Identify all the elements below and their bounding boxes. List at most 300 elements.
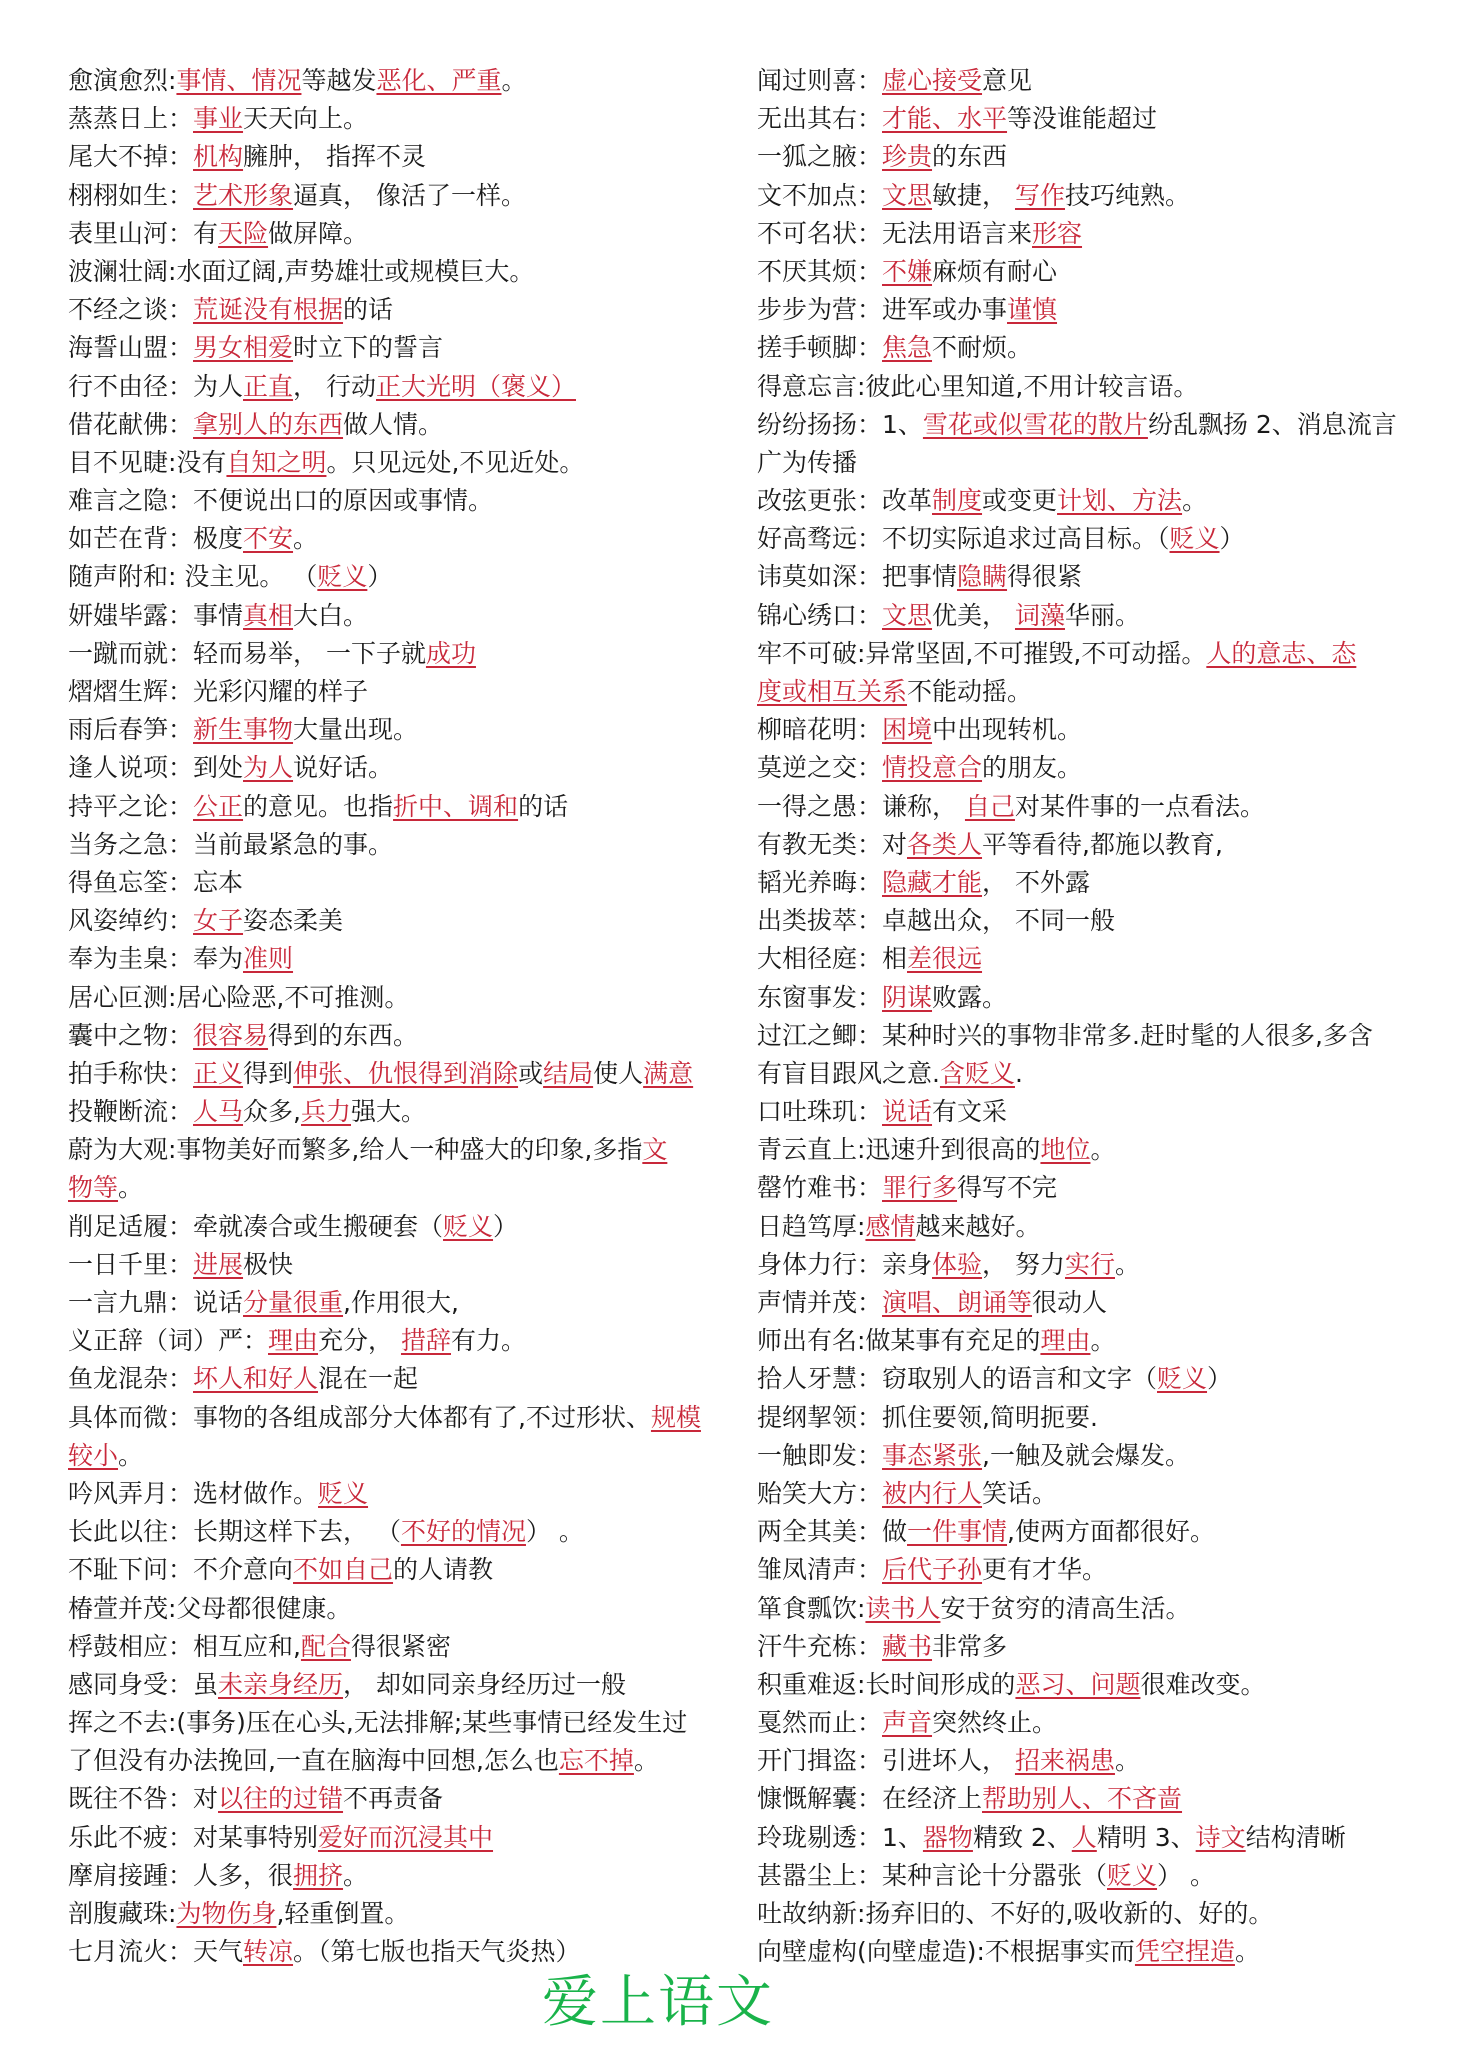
line-text: 两全其美：做	[757, 1517, 908, 1547]
highlighted-keyword: 正义	[193, 1058, 244, 1088]
highlighted-keyword: 准则	[243, 944, 294, 974]
line-text: 优美，	[932, 600, 1015, 630]
idiom-line	[757, 1169, 1407, 1207]
line-text: 削足适履：牵就凑合或生搬硬套（	[68, 1211, 444, 1241]
line-text: 尾大不掉：	[68, 142, 194, 172]
idiom-line	[757, 1246, 1407, 1284]
highlighted-keyword: 罪行多	[882, 1173, 958, 1203]
highlighted-keyword: 招来祸患	[1014, 1746, 1115, 1776]
idiom-line	[757, 291, 1407, 329]
highlighted-keyword: 器物	[922, 1822, 973, 1852]
highlighted-keyword: 事情、情况	[176, 66, 302, 95]
idiom-line	[68, 520, 718, 558]
highlighted-keyword: 后代子孙	[882, 1555, 983, 1585]
highlighted-keyword: 贬义	[1107, 1860, 1158, 1890]
idiom-line	[68, 368, 718, 406]
idiom-line	[68, 940, 718, 978]
idiom-line	[757, 1437, 1407, 1475]
idiom-line	[757, 1055, 1407, 1093]
line-text: 更有才华。	[982, 1555, 1108, 1585]
line-text: 的东西	[932, 142, 1008, 172]
line-text: 向壁虚构(向壁虚造):不根据事实而	[757, 1937, 1135, 1967]
line-text: 做屏障。	[268, 218, 369, 248]
line-text: 华丽。	[1065, 600, 1141, 630]
idiom-line	[757, 864, 1407, 902]
line-text: 罄竹难书：	[757, 1173, 883, 1203]
line-text: 一言九鼎：说话	[68, 1288, 244, 1317]
line-text: 的话	[343, 295, 394, 325]
idiom-line	[757, 1322, 1407, 1360]
line-text: 广为传播	[757, 447, 858, 477]
highlighted-keyword: 分量很重	[243, 1288, 344, 1317]
highlighted-keyword: 坏人和好人	[193, 1364, 319, 1394]
idiom-line	[68, 1819, 718, 1857]
idiom-line	[68, 673, 718, 711]
idiom-line	[68, 1590, 718, 1628]
highlighted-keyword: 不如自己	[293, 1555, 394, 1585]
line-text: 。	[1090, 1326, 1116, 1356]
highlighted-keyword: 含贬义	[939, 1058, 1015, 1088]
highlighted-keyword: 配合	[300, 1631, 351, 1661]
line-text: 戛然而止：	[757, 1708, 883, 1738]
idiom-line	[68, 1628, 718, 1666]
line-text: 麻烦有耐心	[932, 256, 1058, 286]
idiom-line	[68, 1780, 718, 1818]
highlighted-keyword: 进展	[193, 1249, 244, 1279]
line-text: 妍媸毕露：事情	[68, 600, 244, 630]
line-text: 不经之谈：	[68, 295, 194, 325]
highlighted-keyword: 不好的情况	[400, 1517, 526, 1547]
line-text: 开门揖盗：引进坏人，	[757, 1746, 1015, 1776]
line-text: 对某件事的一点看法。	[1014, 791, 1265, 821]
line-text: 技巧纯熟。	[1065, 180, 1191, 210]
idiom-line	[757, 1819, 1407, 1857]
line-text: 或	[518, 1058, 544, 1088]
highlighted-keyword: 贬义	[317, 562, 368, 592]
highlighted-keyword: 拥挤	[293, 1860, 344, 1890]
highlighted-keyword: 隐藏才能	[882, 867, 983, 897]
line-text: 居心叵测:居心险恶,不可推测。	[68, 982, 410, 1012]
line-text: 有文采	[932, 1097, 1008, 1127]
line-text: ， 行动	[293, 371, 376, 401]
idiom-line	[757, 597, 1407, 635]
line-text: 雨后春笋：	[68, 715, 194, 745]
idiom-line	[757, 558, 1407, 596]
line-text: 非常多	[932, 1631, 1008, 1661]
line-text: 鱼龙混杂：	[68, 1364, 194, 1394]
highlighted-keyword: 爱好而沉浸其中	[318, 1822, 494, 1852]
line-text: 有力。	[451, 1326, 527, 1356]
line-text: 改弦更张：改革	[757, 486, 933, 516]
idiom-line	[757, 1360, 1407, 1398]
line-text: 天天向上。	[243, 104, 369, 134]
highlighted-keyword: 机构	[193, 142, 244, 172]
idiom-line	[68, 1513, 718, 1551]
highlighted-keyword: 人	[1071, 1822, 1097, 1852]
idiom-line	[757, 177, 1407, 215]
idiom-line	[757, 1399, 1407, 1437]
line-text: 感同身受：虽	[68, 1669, 219, 1699]
idiom-line	[757, 1704, 1407, 1742]
highlighted-keyword: 写作	[1014, 180, 1065, 210]
line-text: 闻过则喜：	[757, 66, 883, 95]
left-column	[68, 62, 718, 1971]
idiom-line	[757, 711, 1407, 749]
idiom-line	[757, 138, 1407, 176]
line-text: 得到	[243, 1058, 294, 1088]
line-text: 逼真， 像活了一样。	[293, 180, 526, 210]
idiom-line	[68, 406, 718, 444]
highlighted-keyword: 文思	[882, 180, 933, 210]
idiom-line	[757, 1895, 1407, 1933]
line-text: 。	[1115, 1249, 1141, 1279]
highlighted-keyword: 演唱、朗诵等	[882, 1288, 1033, 1317]
idiom-line	[68, 482, 718, 520]
line-text: 不厌其烦：	[757, 256, 883, 286]
highlighted-keyword: 阴谋	[882, 982, 933, 1012]
idiom-line	[68, 864, 718, 902]
highlighted-keyword: 为人	[243, 753, 294, 783]
line-text: 搓手顿脚：	[757, 333, 883, 363]
highlighted-keyword: 自己	[964, 791, 1015, 821]
highlighted-keyword: 感情	[865, 1211, 916, 1241]
highlighted-keyword: 天险	[218, 218, 269, 248]
idiom-line	[757, 444, 1407, 482]
highlighted-keyword: 折中、调和	[393, 791, 519, 821]
highlighted-keyword: 文思	[882, 600, 933, 630]
idiom-line	[68, 1551, 718, 1589]
idiom-line	[68, 1246, 718, 1284]
highlighted-keyword: 正大光明（褒义）	[375, 371, 576, 401]
idiom-line	[68, 788, 718, 826]
highlighted-keyword: 说话	[882, 1097, 933, 1127]
line-text: 当务之急：当前最紧急的事。	[68, 829, 394, 859]
highlighted-keyword: 形容	[1032, 218, 1083, 248]
line-text: 败露。	[932, 982, 1008, 1012]
idiom-line	[68, 1399, 718, 1437]
line-text: 。	[293, 524, 319, 554]
idiom-line	[68, 1208, 718, 1246]
line-text: 愈演愈烈:	[68, 66, 177, 95]
line-text: 平等看待,都施以教育,	[982, 829, 1223, 859]
idiom-line	[757, 1590, 1407, 1628]
line-text: 得很紧密	[350, 1631, 451, 1661]
idiom-line	[68, 749, 718, 787]
line-text: 雏凤清声：	[757, 1555, 883, 1585]
line-text: 奉为圭臬：奉为	[68, 944, 244, 974]
line-text: 七月流火：天气	[68, 1937, 244, 1967]
highlighted-keyword: 很容易	[193, 1020, 269, 1050]
idiom-line	[757, 329, 1407, 367]
idiom-line	[757, 482, 1407, 520]
line-text: 口吐珠玑：	[757, 1097, 883, 1127]
highlighted-keyword: 人的意志、态	[1206, 638, 1357, 668]
line-text: ,使两方面都很好。	[1007, 1517, 1215, 1547]
line-text: 。	[1234, 1937, 1260, 1967]
line-text: 不耐烦。	[932, 333, 1033, 363]
line-text: 时立下的誓言	[293, 333, 444, 363]
line-text: 拾人牙慧：窃取别人的语言和文字（	[757, 1364, 1158, 1394]
line-text: 大白。	[293, 600, 369, 630]
line-text: 囊中之物：	[68, 1020, 194, 1050]
idiom-line	[757, 1742, 1407, 1780]
line-text: 风姿绰约：	[68, 906, 194, 936]
line-text: 越来越好。	[915, 1211, 1041, 1241]
line-text: 大量出现。	[293, 715, 419, 745]
idiom-line	[757, 1093, 1407, 1131]
idiom-line	[757, 1513, 1407, 1551]
highlighted-keyword: 结局	[543, 1058, 594, 1088]
line-text: .	[1014, 1058, 1023, 1088]
highlighted-keyword: 被内行人	[882, 1478, 983, 1508]
highlighted-keyword: 女子	[193, 906, 244, 936]
line-text: 摩肩接踵：人多，很	[68, 1860, 294, 1890]
highlighted-keyword: 各类人	[907, 829, 983, 859]
highlighted-keyword: 人马	[193, 1097, 244, 1127]
line-text: 或变更	[982, 486, 1058, 516]
line-text: 声情并茂：	[757, 1288, 883, 1317]
line-text: 一触即发：	[757, 1440, 883, 1470]
highlighted-keyword: 理由	[1040, 1326, 1091, 1356]
idiom-line	[68, 444, 718, 482]
highlighted-keyword: 差很远	[907, 944, 983, 974]
line-text: 笑话。	[982, 1478, 1058, 1508]
line-text: 大相径庭：相	[757, 944, 908, 974]
line-text: 逢人说项：到处	[68, 753, 244, 783]
highlighted-keyword: 恶习、问题	[1015, 1669, 1141, 1699]
highlighted-keyword: 实行	[1064, 1249, 1115, 1279]
idiom-line	[757, 1857, 1407, 1895]
highlighted-keyword: 转凉	[243, 1937, 294, 1967]
highlighted-keyword: 未亲身经历	[218, 1669, 344, 1699]
line-text: 等没谁能超过	[1007, 104, 1158, 134]
line-text: ） 。	[1157, 1860, 1215, 1890]
line-text: 甚嚣尘上：某种言论十分嚣张（	[757, 1860, 1108, 1890]
line-text: 师出有名:做某事有充足的	[757, 1326, 1041, 1356]
highlighted-keyword: 读书人	[865, 1593, 941, 1623]
idiom-line	[68, 291, 718, 329]
line-text: 了但没有办法挽回,一直在脑海中回想,怎么也	[68, 1746, 559, 1776]
highlighted-keyword: 物等	[68, 1173, 119, 1203]
idiom-line	[68, 1666, 718, 1704]
highlighted-keyword: 新生事物	[193, 715, 294, 745]
highlighted-keyword: 事态紧张	[882, 1440, 983, 1470]
idiom-line	[68, 979, 718, 1017]
line-text: 得意忘言:彼此心里知道,不用计较言语。	[757, 371, 1199, 401]
line-text: 柳暗花明：	[757, 715, 883, 745]
line-text: 熠熠生辉：光彩闪耀的样子	[68, 677, 369, 706]
line-text: 有盲目跟风之意.	[757, 1058, 940, 1088]
line-text: 。	[343, 1860, 369, 1890]
line-text: 汗牛充栋：	[757, 1631, 883, 1661]
highlighted-keyword: 不安	[243, 524, 294, 554]
line-text: 波澜壮阔:水面辽阔,声势雄壮或规模巨大。	[68, 256, 535, 286]
idiom-line	[68, 329, 718, 367]
highlighted-keyword: 规模	[650, 1402, 701, 1432]
line-text: 青云直上:迅速升到很高的	[757, 1135, 1041, 1165]
line-text: 积重难返:长时间形成的	[757, 1669, 1016, 1699]
idiom-line	[68, 1284, 718, 1322]
highlighted-keyword: 地位	[1040, 1135, 1091, 1165]
highlighted-keyword: 荒诞没有根据	[193, 295, 344, 325]
highlighted-keyword: 理由	[268, 1326, 319, 1356]
watermark: 爱上语文	[542, 1970, 774, 2035]
line-text: 不再责备	[343, 1784, 444, 1814]
line-text: 意见	[982, 66, 1033, 95]
line-text: ）	[1207, 1364, 1233, 1394]
line-text: 纷纷扬扬：1、	[757, 409, 923, 439]
line-text: 海誓山盟：	[68, 333, 194, 363]
line-text: 具体而微：事物的各组成部分大体都有了,不过形状、	[68, 1402, 651, 1432]
line-text: 极快	[243, 1249, 294, 1279]
line-text: 日趋笃厚:	[757, 1211, 866, 1241]
line-text: 使人	[593, 1058, 644, 1088]
highlighted-keyword: 忘不掉	[558, 1746, 634, 1776]
line-text: 挥之不去:(事务)压在心头,无法排解;某些事情已经发生过	[68, 1708, 688, 1738]
highlighted-keyword: 自知之明	[226, 447, 327, 477]
idiom-line	[757, 253, 1407, 291]
line-text: 。只见远处,不见近处。	[326, 447, 585, 477]
line-text: 说好话。	[293, 753, 394, 783]
idiom-line	[68, 597, 718, 635]
idiom-line	[68, 100, 718, 138]
highlighted-keyword: 成功	[425, 638, 476, 668]
line-text: 不耻下问：不介意向	[68, 1555, 294, 1585]
highlighted-keyword: 兵力	[300, 1097, 351, 1127]
highlighted-keyword: 诗文	[1195, 1822, 1246, 1852]
idiom-line	[757, 520, 1407, 558]
idiom-line	[68, 253, 718, 291]
highlighted-keyword: 珍贵	[882, 142, 933, 172]
line-text: 慷慨解囊：在经济上	[757, 1784, 983, 1814]
highlighted-keyword: 正直	[243, 371, 294, 401]
highlighted-keyword: 贬义	[318, 1478, 369, 1508]
line-text: 。	[1182, 486, 1208, 516]
line-text: 。	[633, 1746, 659, 1776]
highlighted-keyword: 才能、水平	[882, 104, 1008, 134]
line-text: 结构清晰	[1245, 1822, 1346, 1852]
highlighted-keyword: 雪花或似雪花的散片	[922, 409, 1148, 439]
line-text: 纷乱飘扬 2、消息流言	[1147, 409, 1397, 439]
line-text: 长此以往：长期这样下去， （	[68, 1517, 401, 1547]
highlighted-keyword: 度或相互关系	[757, 677, 908, 706]
idiom-line	[757, 1017, 1407, 1055]
idiom-line	[68, 1704, 718, 1742]
line-text: 如芒在背：极度	[68, 524, 244, 554]
line-text: 借花献佛：	[68, 409, 194, 439]
line-text: 得鱼忘筌：忘本	[68, 867, 244, 897]
line-text: 充分，	[318, 1326, 401, 1356]
idiom-line	[68, 1437, 718, 1475]
line-text: 等越发	[301, 66, 377, 95]
highlighted-keyword: 真相	[243, 600, 294, 630]
line-text: 身体力行：亲身	[757, 1249, 933, 1279]
line-text: 臃肿， 指挥不灵	[243, 142, 426, 172]
highlighted-keyword: 恶化、严重	[376, 66, 502, 95]
highlighted-keyword: 艺术形象	[193, 180, 294, 210]
line-text: 行不由径：为人	[68, 371, 244, 401]
highlighted-keyword: 满意	[643, 1058, 694, 1088]
line-text: ,一触及就会爆发。	[982, 1440, 1190, 1470]
highlighted-keyword: 文	[642, 1135, 668, 1165]
idiom-line	[757, 1780, 1407, 1818]
highlighted-keyword: 以往的过错	[218, 1784, 344, 1814]
line-text: 剖腹藏珠:	[68, 1899, 177, 1928]
idiom-line	[757, 635, 1407, 673]
idiom-line	[68, 1131, 718, 1169]
highlighted-keyword: 凭空捏造	[1134, 1937, 1235, 1967]
line-text: 不能动摇。	[907, 677, 1033, 706]
idiom-line	[757, 1208, 1407, 1246]
highlighted-keyword: 较小	[68, 1440, 119, 1470]
idiom-line	[757, 1131, 1407, 1169]
idiom-line	[68, 1895, 718, 1933]
idiom-line	[68, 902, 718, 940]
highlighted-keyword: 贬义	[443, 1211, 494, 1241]
line-text: 姿态柔美	[243, 906, 344, 936]
highlighted-keyword: 声音	[882, 1708, 933, 1738]
line-text: 随声附和: 没主见。 （	[68, 562, 318, 592]
idiom-line	[757, 673, 1407, 711]
highlighted-keyword: 拿别人的东西	[193, 409, 344, 439]
line-text: 持平之论：	[68, 791, 194, 821]
line-text: 韬光养晦：	[757, 867, 883, 897]
line-text: 有教无类：对	[757, 829, 908, 859]
line-text: 一日千里：	[68, 1249, 194, 1279]
highlighted-keyword: 计划、方法	[1057, 486, 1183, 516]
line-text: 一蹴而就：轻而易举， 一下子就	[68, 638, 426, 668]
line-text: 众多,	[243, 1097, 301, 1127]
line-text: 。	[1114, 1746, 1140, 1776]
line-text: 无出其右：	[757, 104, 883, 134]
idiom-line	[757, 1933, 1407, 1971]
line-text: 得很紧	[1007, 562, 1083, 592]
idiom-line	[68, 1093, 718, 1131]
idiom-line	[757, 826, 1407, 864]
line-text: 目不见睫:没有	[68, 447, 227, 477]
idiom-line	[757, 979, 1407, 1017]
highlighted-keyword: 不嫌	[882, 256, 933, 286]
line-text: ， 努力	[982, 1249, 1065, 1279]
line-text: 很动人	[1032, 1288, 1108, 1317]
highlighted-keyword: 体验	[932, 1249, 983, 1279]
line-text: 锦心绣口：	[757, 600, 883, 630]
line-text: 。（第七版也指天气炎热）	[293, 1937, 581, 1967]
line-text: 的人请教	[393, 1555, 494, 1585]
line-text: 桴鼓相应：相互应和,	[68, 1631, 301, 1661]
idiom-line	[68, 62, 718, 100]
highlighted-keyword: 公正	[193, 791, 244, 821]
line-text: 一狐之腋：	[757, 142, 883, 172]
idiom-line	[757, 406, 1407, 444]
right-column	[757, 62, 1407, 1971]
line-text: ， 却如同亲身经历过一般	[343, 1669, 626, 1699]
idiom-line	[757, 1475, 1407, 1513]
line-text: 。	[118, 1173, 144, 1203]
highlighted-keyword: 为物伤身	[176, 1899, 277, 1928]
line-text: ）	[493, 1211, 519, 1241]
line-text: 精明 3、	[1096, 1822, 1196, 1852]
line-text: 投鞭断流：	[68, 1097, 194, 1127]
line-text: 吐故纳新:扬弃旧的、不好的,吸收新的、好的。	[757, 1899, 1274, 1928]
line-text: 既往不咎：对	[68, 1784, 219, 1814]
line-text: 牢不可破:异常坚固,不可摧毁,不可动摇。	[757, 638, 1207, 668]
idiom-line	[68, 711, 718, 749]
idiom-line	[68, 138, 718, 176]
idiom-line	[68, 1322, 718, 1360]
line-text: 莫逆之交：	[757, 753, 883, 783]
idiom-line	[68, 826, 718, 864]
